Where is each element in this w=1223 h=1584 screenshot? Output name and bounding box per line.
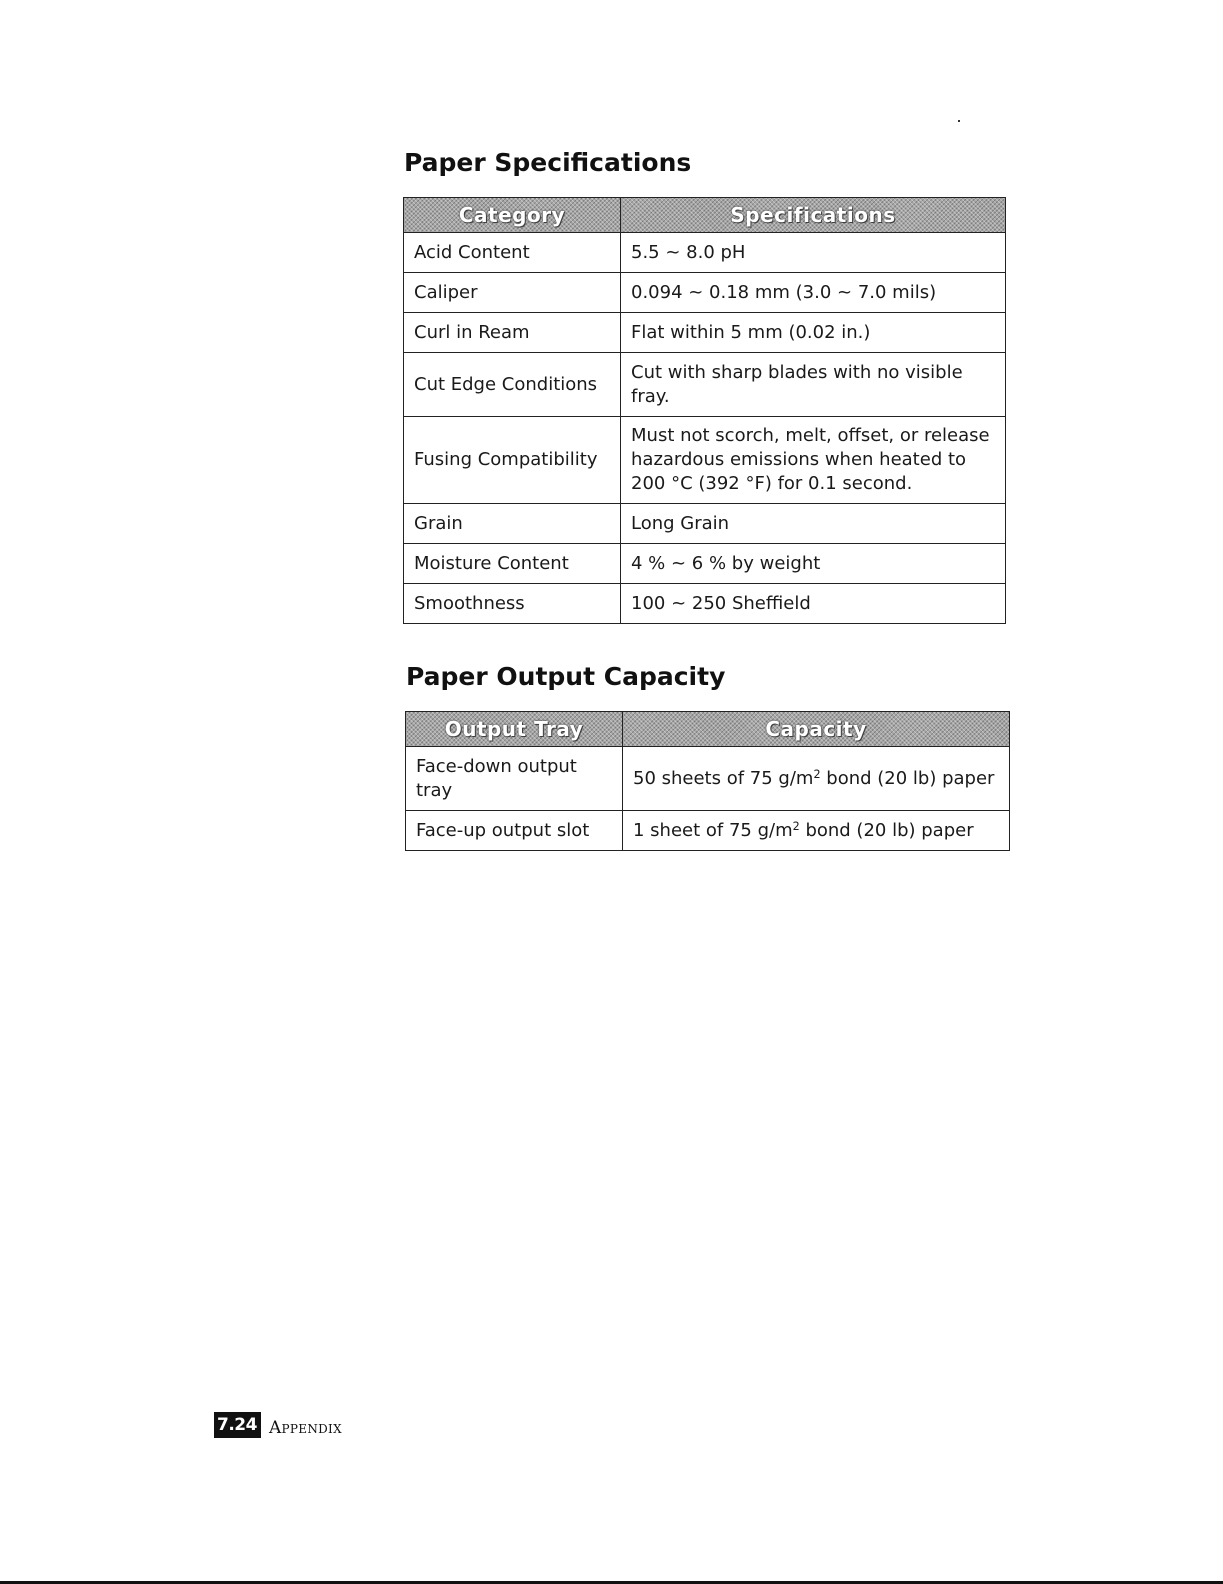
paper-output-capacity-table <box>405 711 1010 851</box>
spec-cell: 100 ~ 250 Sheffield <box>621 584 1006 624</box>
capacity-superscript: 2 <box>813 767 821 781</box>
category-cell: Smoothness <box>404 584 621 624</box>
spec-cell: Long Grain <box>621 504 1006 544</box>
page-number: 7.24 <box>214 1412 261 1438</box>
spec-cell: 5.5 ~ 8.0 pH <box>621 233 1006 273</box>
paper-output-capacity-title: Paper Output Capacity <box>406 662 726 691</box>
table-row <box>404 313 1006 353</box>
capacity-cell <box>623 811 1010 851</box>
table-row <box>404 353 1006 417</box>
tray-cell: Face-up output slot <box>406 811 623 851</box>
spec-cell: 4 % ~ 6 % by weight <box>621 544 1006 584</box>
capacity-text: 50 sheets of 75 g/m <box>633 767 814 789</box>
capacity-text-suffix: bond (20 lb) paper <box>799 819 974 841</box>
table-row <box>404 233 1006 273</box>
tray-cell: Face-down output tray <box>406 747 623 811</box>
table-row <box>404 273 1006 313</box>
capacity-cell <box>623 747 1010 811</box>
capacity-superscript: 2 <box>792 819 800 833</box>
section-name: Appendix <box>268 1418 342 1438</box>
spec-cell: Must not scorch, melt, offset, or release hazardous emissions when heated to 200 °C (392 °F) for 0.1 second. <box>621 417 1006 504</box>
paper-specifications-title: Paper Specifications <box>404 148 692 177</box>
table-row <box>404 504 1006 544</box>
category-cell: Cut Edge Conditions <box>404 353 621 417</box>
table-row <box>404 584 1006 624</box>
spec-cell: 0.094 ~ 0.18 mm (3.0 ~ 7.0 mils) <box>621 273 1006 313</box>
column-header-specifications: Specifications <box>621 198 1006 233</box>
scan-speck <box>958 120 960 122</box>
table-row <box>404 544 1006 584</box>
category-cell: Moisture Content <box>404 544 621 584</box>
table-row <box>404 417 1006 504</box>
table-row <box>406 747 1010 811</box>
spec-cell: Flat within 5 mm (0.02 in.) <box>621 313 1006 353</box>
table-row <box>406 811 1010 851</box>
paper-specifications-table <box>403 197 1006 624</box>
table-header-row <box>406 712 1010 747</box>
table-header-row <box>404 198 1006 233</box>
category-cell: Curl in Ream <box>404 313 621 353</box>
capacity-text: 1 sheet of 75 g/m <box>633 819 793 841</box>
category-cell: Fusing Compatibility <box>404 417 621 504</box>
category-cell: Acid Content <box>404 233 621 273</box>
column-header-category: Category <box>404 198 621 233</box>
capacity-text-suffix: bond (20 lb) paper <box>820 767 995 789</box>
spec-cell: Cut with sharp blades with no visible fray. <box>621 353 1006 417</box>
column-header-capacity: Capacity <box>623 712 1010 747</box>
page-footer <box>214 1412 342 1438</box>
column-header-output-tray: Output Tray <box>406 712 623 747</box>
category-cell: Grain <box>404 504 621 544</box>
category-cell: Caliper <box>404 273 621 313</box>
